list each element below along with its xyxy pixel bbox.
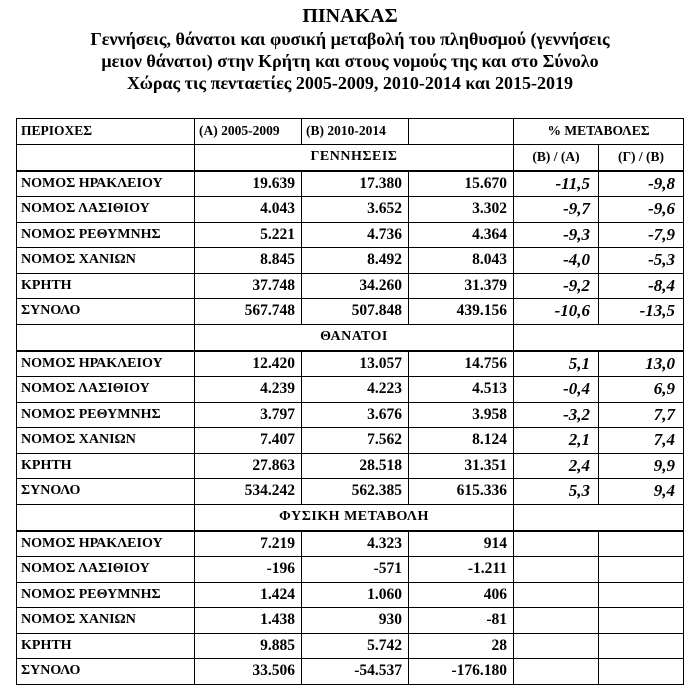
region-name: ΣΥΝΟΛΟ (17, 659, 195, 685)
change-gb: -9,8 (599, 171, 684, 197)
table-row (17, 171, 684, 197)
value-a: 4.239 (195, 377, 302, 403)
region-name: ΝΟΜΟΣ ΛΑΣΙΘΙΟΥ (17, 197, 195, 223)
table-row (17, 248, 684, 274)
change-ba: -9,7 (514, 197, 599, 223)
value-b: 930 (302, 608, 409, 634)
change-ba: 2,1 (514, 428, 599, 454)
value-b: 28.518 (302, 453, 409, 479)
change-ba: -9,2 (514, 273, 599, 299)
table-row (17, 377, 684, 403)
value-a: -196 (195, 557, 302, 583)
change-ba: 2,4 (514, 453, 599, 479)
value-b: 7.562 (302, 428, 409, 454)
value-c: 15.670 (409, 171, 514, 197)
section-title: ΘΑΝΑΤΟΙ (195, 324, 514, 351)
section-spacer (17, 504, 195, 531)
table-row (17, 273, 684, 299)
change-gb: -9,6 (599, 197, 684, 223)
change-gb (599, 582, 684, 608)
change-gb: 7,7 (599, 402, 684, 428)
region-name: ΝΟΜΟΣ ΡΕΘΥΜΝΗΣ (17, 222, 195, 248)
region-name: ΝΟΜΟΣ ΧΑΝΙΩΝ (17, 428, 195, 454)
value-b: -54.537 (302, 659, 409, 685)
value-b: 4.323 (302, 531, 409, 557)
table-row (17, 582, 684, 608)
value-b: 17.380 (302, 171, 409, 197)
population-change-table (16, 118, 684, 685)
change-gb (599, 608, 684, 634)
change-gb: -7,9 (599, 222, 684, 248)
value-a: 3.797 (195, 402, 302, 428)
value-c: -176.180 (409, 659, 514, 685)
value-c: 14.756 (409, 351, 514, 377)
change-ba (514, 582, 599, 608)
value-a: 567.748 (195, 299, 302, 325)
value-c: -81 (409, 608, 514, 634)
section-spacer (514, 504, 684, 531)
change-gb (599, 557, 684, 583)
document-title: ΠΙΝΑΚΑΣ (302, 5, 398, 27)
value-c: 4.364 (409, 222, 514, 248)
section-spacer (17, 324, 195, 351)
column-header-b: (Β) 2010-2014 (302, 119, 409, 145)
value-a: 9.885 (195, 633, 302, 659)
change-ba (514, 659, 599, 685)
section-title: ΓΕΝΝΗΣΕΙΣ (195, 144, 514, 171)
table-row (17, 402, 684, 428)
change-gb: 9,4 (599, 479, 684, 505)
value-a: 534.242 (195, 479, 302, 505)
table-row (17, 557, 684, 583)
value-b: 1.060 (302, 582, 409, 608)
value-c: 31.379 (409, 273, 514, 299)
change-gb: 7,4 (599, 428, 684, 454)
value-a: 12.420 (195, 351, 302, 377)
change-gb: 13,0 (599, 351, 684, 377)
change-gb (599, 633, 684, 659)
change-ba (514, 608, 599, 634)
column-header-a: (Α) 2005-2009 (195, 119, 302, 145)
value-b: -571 (302, 557, 409, 583)
section-spacer (17, 144, 195, 171)
change-ba: -0,4 (514, 377, 599, 403)
value-b: 8.492 (302, 248, 409, 274)
value-b: 34.260 (302, 273, 409, 299)
table-row (17, 531, 684, 557)
table-body (17, 119, 684, 685)
change-ba: -10,6 (514, 299, 599, 325)
change-ba: -4,0 (514, 248, 599, 274)
value-c: 8.124 (409, 428, 514, 454)
document-heading (0, 4, 700, 94)
region-name: ΚΡΗΤΗ (17, 453, 195, 479)
value-b: 4.736 (302, 222, 409, 248)
section-title: ΦΥΣΙΚΗ ΜΕΤΑΒΟΛΗ (195, 504, 514, 531)
change-ba: 5,3 (514, 479, 599, 505)
region-name: ΝΟΜΟΣ ΗΡΑΚΛΕΙΟΥ (17, 351, 195, 377)
column-header-changes: % ΜΕΤΑΒΟΛΕΣ (514, 119, 684, 145)
value-b: 3.676 (302, 402, 409, 428)
header-row (17, 119, 684, 145)
value-b: 5.742 (302, 633, 409, 659)
region-name: ΝΟΜΟΣ ΡΕΘΥΜΝΗΣ (17, 582, 195, 608)
value-c: -1.211 (409, 557, 514, 583)
section-spacer (514, 324, 684, 351)
table-row (17, 428, 684, 454)
value-b: 507.848 (302, 299, 409, 325)
change-ba: -11,5 (514, 171, 599, 197)
column-header-region: ΠΕΡΙΟΧΕΣ (17, 119, 195, 145)
value-b: 13.057 (302, 351, 409, 377)
table-row (17, 608, 684, 634)
value-c: 28 (409, 633, 514, 659)
change-gb: -13,5 (599, 299, 684, 325)
value-c: 31.351 (409, 453, 514, 479)
value-c: 4.513 (409, 377, 514, 403)
title-line-1: Γεννήσεις, θάνατοι και φυσική μεταβολή του πληθυσμού (γεννήσεις (90, 29, 610, 49)
region-name: ΝΟΜΟΣ ΛΑΣΙΘΙΟΥ (17, 377, 195, 403)
value-a: 7.407 (195, 428, 302, 454)
table-row (17, 197, 684, 223)
title-line-3: Χώρας τις πενταετίες 2005-2009, 2010-2014 και 2015-2019 (127, 73, 573, 93)
region-name: ΝΟΜΟΣ ΧΑΝΙΩΝ (17, 248, 195, 274)
column-header-gb: (Γ) / (Β) (599, 144, 684, 171)
column-header-ba: (Β) / (Α) (514, 144, 599, 171)
value-a: 8.845 (195, 248, 302, 274)
change-gb (599, 659, 684, 685)
region-name: ΚΡΗΤΗ (17, 633, 195, 659)
value-c: 615.336 (409, 479, 514, 505)
region-name: ΣΥΝΟΛΟ (17, 479, 195, 505)
change-gb (599, 531, 684, 557)
region-name: ΚΡΗΤΗ (17, 273, 195, 299)
value-a: 27.863 (195, 453, 302, 479)
value-c: 406 (409, 582, 514, 608)
column-header-c (409, 119, 514, 145)
region-name: ΝΟΜΟΣ ΛΑΣΙΘΙΟΥ (17, 557, 195, 583)
value-a: 1.438 (195, 608, 302, 634)
change-ba: -3,2 (514, 402, 599, 428)
title-line-2: μειον θάνατοι) στην Κρήτη και στους νομούς της και στο Σύνολο (101, 51, 599, 71)
document-page (0, 4, 700, 697)
change-gb: -5,3 (599, 248, 684, 274)
section-row (17, 504, 684, 531)
value-b: 562.385 (302, 479, 409, 505)
value-c: 439.156 (409, 299, 514, 325)
value-c: 3.958 (409, 402, 514, 428)
region-name: ΝΟΜΟΣ ΧΑΝΙΩΝ (17, 608, 195, 634)
change-gb: 9,9 (599, 453, 684, 479)
value-c: 3.302 (409, 197, 514, 223)
value-a: 7.219 (195, 531, 302, 557)
table-row (17, 659, 684, 685)
change-ba (514, 557, 599, 583)
value-a: 1.424 (195, 582, 302, 608)
value-c: 914 (409, 531, 514, 557)
table-row (17, 351, 684, 377)
value-c: 8.043 (409, 248, 514, 274)
value-a: 33.506 (195, 659, 302, 685)
value-b: 3.652 (302, 197, 409, 223)
change-gb: 6,9 (599, 377, 684, 403)
value-a: 4.043 (195, 197, 302, 223)
region-name: ΝΟΜΟΣ ΗΡΑΚΛΕΙΟΥ (17, 531, 195, 557)
change-gb: -8,4 (599, 273, 684, 299)
region-name: ΝΟΜΟΣ ΡΕΘΥΜΝΗΣ (17, 402, 195, 428)
value-a: 5.221 (195, 222, 302, 248)
table-row (17, 222, 684, 248)
region-name: ΣΥΝΟΛΟ (17, 299, 195, 325)
change-ba (514, 531, 599, 557)
table-row (17, 479, 684, 505)
table-row (17, 633, 684, 659)
value-a: 37.748 (195, 273, 302, 299)
section-row (17, 144, 684, 171)
section-row (17, 324, 684, 351)
value-a: 19.639 (195, 171, 302, 197)
change-ba (514, 633, 599, 659)
change-ba: -9,3 (514, 222, 599, 248)
region-name: ΝΟΜΟΣ ΗΡΑΚΛΕΙΟΥ (17, 171, 195, 197)
change-ba: 5,1 (514, 351, 599, 377)
table-row (17, 453, 684, 479)
value-b: 4.223 (302, 377, 409, 403)
table-row (17, 299, 684, 325)
